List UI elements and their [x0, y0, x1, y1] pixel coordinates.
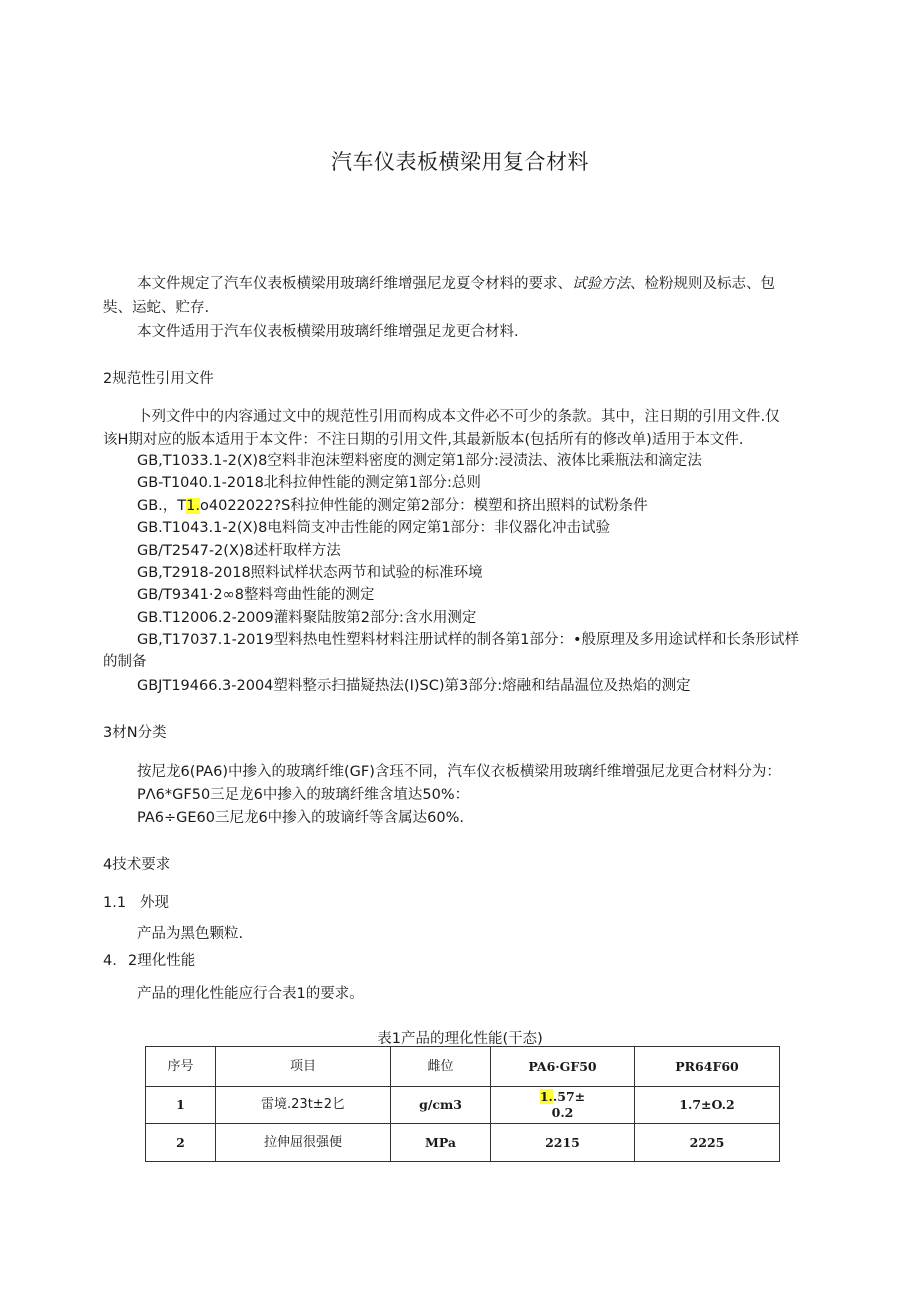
reference-item: GB/T2547-2(X)8述杆取样方法	[137, 543, 341, 559]
reference-item: GB,T2918-2018照料试样状态两节和试验的标准环境	[137, 565, 483, 581]
scope-paragraph-line1	[137, 274, 775, 294]
unit-cell: g/cm3	[391, 1087, 491, 1124]
applicability-paragraph: 本文件适用于汽车仪表板横梁用玻璃纤维增强足龙更合材料.	[137, 324, 519, 340]
document-title: 汽车仪表板横梁用复合材料	[331, 150, 589, 174]
reference-item: GB,T1033.1-2(X)8空料非泡沫塑料密度的测定第1部分:浸渍法、液体比乘瓶法和滴定法	[137, 453, 702, 469]
reference-item: GB.T12006.2-2009灌料聚陆胺第2部分:含水用测定	[137, 610, 477, 626]
section4-1-number: 1.1	[103, 895, 127, 911]
material-class-item: PA6÷GE60三尼龙6中掺入的玻谪纤等含属达60%.	[137, 810, 465, 826]
section2-intro-line1: 卜列文件中的内容通过文中的规范性引用而构成本文件必不可少的条款。其中，注日期的引用文件.仅	[137, 409, 780, 425]
value-text: 0.2	[551, 1105, 574, 1120]
header-cell: PR64F60	[635, 1047, 780, 1087]
table-header-row	[146, 1047, 780, 1087]
section4-2-number: 4.	[103, 953, 117, 969]
header-cell: PA6·GF50	[491, 1047, 635, 1087]
highlighted-text: 1.	[186, 498, 200, 514]
reference-text: o4022022?S科拉伸性能的测定第2部分：模塑和挤出照料的试粉条件	[200, 498, 648, 514]
section2-intro-line2: 该H期对应的版本适用于本文件：不注日期的引用文件,其最新版本(包括所有的修改单)适用于本文件.	[103, 432, 744, 448]
item-cell: 拉伸屈很强便	[216, 1124, 391, 1162]
reference-item: GBJT19466.3-2004塑料整示扫描疑热法(I)SC)第3部分:熔融和结晶温位及热焰的测定	[137, 678, 691, 694]
value-cell-gf60: 2225	[635, 1124, 780, 1162]
value-text: .57±	[552, 1089, 586, 1104]
section2-heading: 2规范性引用文件	[103, 371, 214, 387]
value-cell-gf50	[491, 1087, 635, 1124]
reference-item: GB/T9341·2∞8整料弯曲性能的测定	[137, 587, 375, 603]
section4-heading: 4技术要求	[103, 857, 171, 873]
header-cell: 项目	[216, 1047, 391, 1087]
item-cell: 雷境.23t±2匕	[216, 1087, 391, 1124]
reference-item: GB.T1043.1-2(X)8电料筒支冲击性能的网定第1部分：非仪器化冲击试验	[137, 520, 611, 536]
reference-item: GB,T17037.1-2019型料热电性塑料材料注册试样的制各第1部分：•般原理及多用途试样和长条形试样	[137, 632, 800, 648]
header-cell: 序号	[146, 1047, 216, 1087]
scope-italic-text: 试验方法	[572, 276, 630, 292]
reference-item: GB-T1040.1-2018北科拉伸性能的测定第1部分:总则	[137, 475, 481, 491]
section4-1-text: 产品为黑色颗粒.	[137, 926, 244, 942]
row-number-cell: 2	[146, 1124, 216, 1162]
row-number-cell: 1	[146, 1087, 216, 1124]
reference-text: GB.，T	[137, 498, 187, 514]
scope-text-end: 、检粉规则及标志、包	[630, 276, 775, 292]
properties-table	[145, 1046, 780, 1162]
scope-text: 本文件规定了汽车仪表板横梁用玻璃纤维增强尼龙夏令材料的要求、	[137, 276, 572, 292]
reference-item	[137, 496, 648, 516]
value-cell-gf50: 2215	[491, 1124, 635, 1162]
section4-2-text: 产品的理化性能应行合表1的要求。	[137, 986, 364, 1002]
material-class-item: PΛ6*GF50三足龙6中掺入的玻璃纤维含埴达50%：	[137, 787, 470, 803]
value-cell-gf60: 1.7±O.2	[635, 1087, 780, 1124]
scope-paragraph-line2: 奘、运蛇、贮存.	[103, 300, 210, 316]
section4-2-title: 2理化性能	[128, 953, 196, 969]
highlighted-text: 1.	[539, 1089, 553, 1104]
table-row	[146, 1087, 780, 1124]
section3-heading: 3材N分类	[103, 725, 167, 741]
table-row	[146, 1124, 780, 1162]
unit-cell: MPa	[391, 1124, 491, 1162]
reference-item-continuation: 的制备	[103, 654, 147, 670]
section4-1-title: 外现	[140, 895, 169, 911]
table-caption: 表1产品的理化性能(干态)	[377, 1031, 543, 1047]
section3-intro: 按尼龙6(PA6)中掺入的玻璃纤维(GF)含珏不同，汽车仪衣板横梁用玻璃纤维增强尼龙更合材料分为：	[137, 764, 781, 780]
header-cell: 雌位	[391, 1047, 491, 1087]
